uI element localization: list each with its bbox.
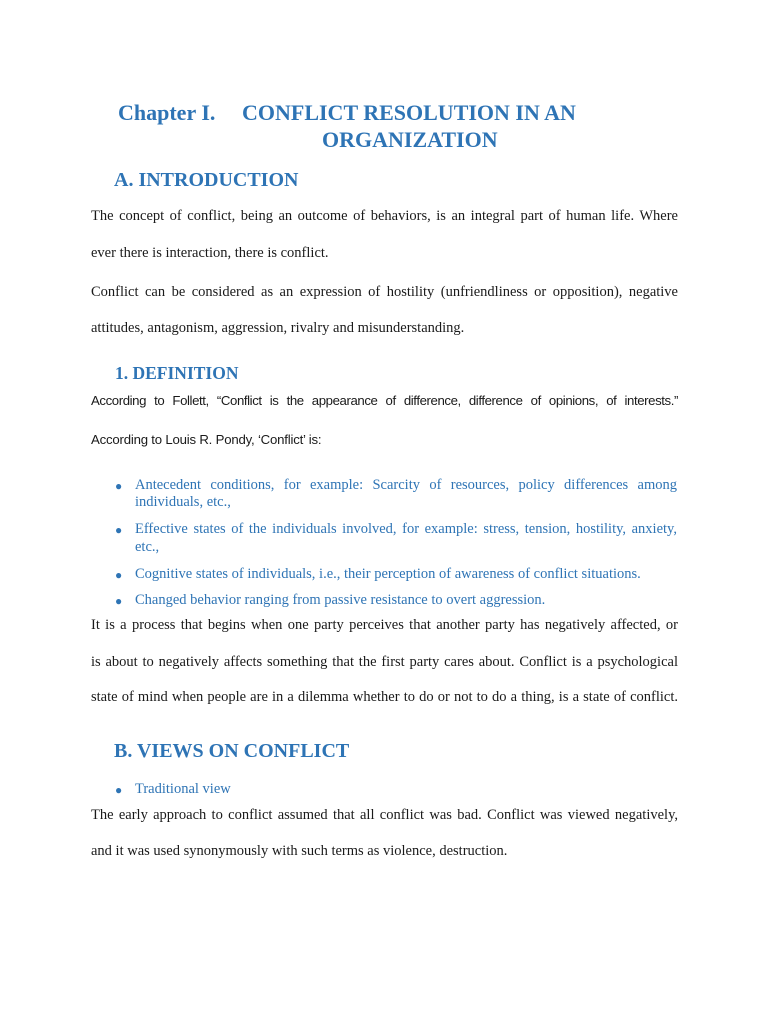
- introduction-heading: A. INTRODUCTION: [114, 169, 299, 191]
- intro-paragraph1-line1: The concept of conflict, being an outcome of behaviors, is an integral part of human life. Where: [91, 208, 678, 224]
- bullet-icon: ●: [115, 783, 123, 797]
- intro-paragraph2-line2: attitudes, antagonism, aggression, rivalry and misunderstanding.: [91, 320, 465, 336]
- bullet-text-line1: Effective states of the individuals involved, for example: stress, tension, hostility, anxiety,: [135, 521, 677, 537]
- definition-heading: 1. DEFINITION: [115, 363, 239, 383]
- bullet-icon: ●: [115, 594, 123, 608]
- follett-quote: According to Follett, “Conflict is the appearance of difference, difference of opinions, of interests.”: [91, 393, 678, 408]
- chapter-label: Chapter I.: [118, 100, 216, 125]
- process-paragraph-line1: It is a process that begins when one party perceives that another party has negatively affected, or: [91, 617, 678, 633]
- chapter-title-line1: CONFLICT RESOLUTION IN AN: [242, 100, 576, 125]
- bullet-text-line2: etc.,: [135, 539, 160, 555]
- views-heading: B. VIEWS ON CONFLICT: [114, 740, 350, 762]
- bullet-icon: ●: [115, 568, 123, 582]
- bullet-icon: ●: [115, 523, 123, 537]
- bullet-icon: ●: [115, 479, 123, 493]
- bullet-text-line1: Cognitive states of individuals, i.e., their perception of awareness of conflict situations.: [135, 566, 641, 582]
- process-paragraph-line3: state of mind when people are in a dilemma whether to do or not to do a thing, is a state of conflict.: [91, 689, 678, 705]
- bullet-text-line2: individuals, etc.,: [135, 494, 231, 510]
- pondy-intro: According to Louis R. Pondy, ‘Conflict’ is:: [91, 432, 322, 447]
- bullet-text-line1: Antecedent conditions, for example: Scarcity of resources, policy differences among: [135, 477, 677, 493]
- process-paragraph-line2: is about to negatively affects something that the first party cares about. Conflict is a psychological: [91, 654, 678, 670]
- intro-paragraph1-line2: ever there is interaction, there is conflict.: [91, 245, 329, 261]
- traditional-view-label: Traditional view: [135, 781, 231, 797]
- early-approach-line1: The early approach to conflict assumed that all conflict was bad. Conflict was viewed negatively,: [91, 807, 678, 823]
- intro-paragraph2-line1: Conflict can be considered as an expression of hostility (unfriendliness or opposition), negative: [91, 284, 678, 300]
- bullet-text-line1: Changed behavior ranging from passive resistance to overt aggression.: [135, 592, 546, 608]
- early-approach-line2: and it was used synonymously with such terms as violence, destruction.: [91, 843, 508, 859]
- chapter-title-line2: ORGANIZATION: [322, 127, 498, 152]
